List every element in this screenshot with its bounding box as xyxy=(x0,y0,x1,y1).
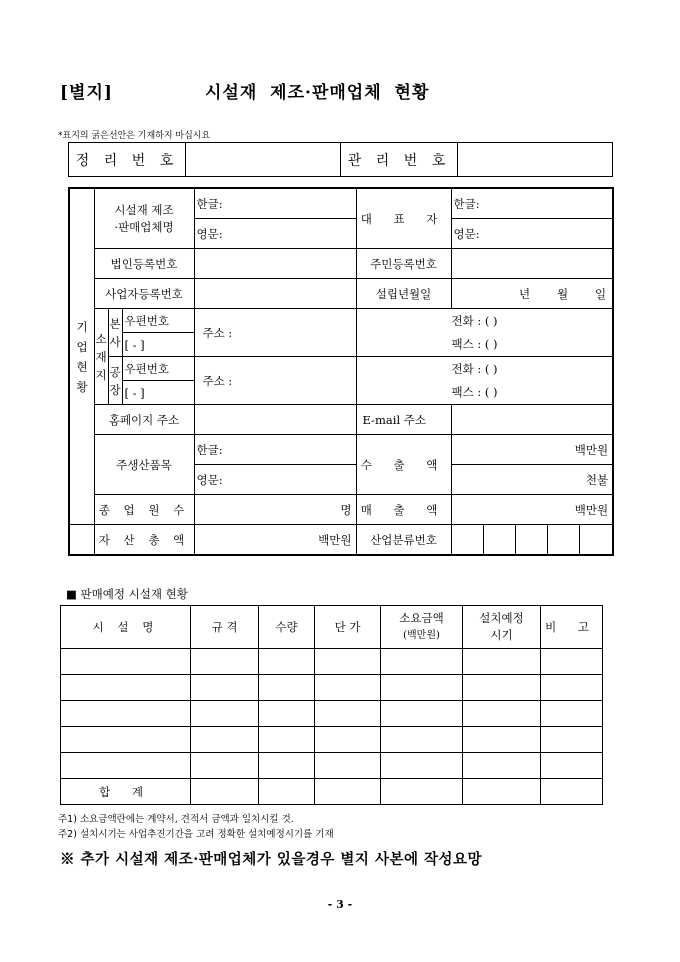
cell[interactable] xyxy=(541,701,603,727)
cell[interactable] xyxy=(381,701,463,727)
rep-english-field[interactable] xyxy=(451,219,613,249)
company-name-label-line1: 시설재 제조 xyxy=(114,202,174,217)
homepage-label: 홈페이지 주소 xyxy=(94,405,194,435)
table-row xyxy=(61,675,603,701)
cell[interactable] xyxy=(463,753,541,779)
mgmt-no-label: 관 리 번 호 xyxy=(341,143,458,177)
cell[interactable] xyxy=(315,675,381,701)
est-date-label: 설립년월일 xyxy=(356,279,451,309)
attachment-label: [별지] xyxy=(60,83,113,103)
hq-zip-label: 우편번호 xyxy=(122,309,194,333)
cell[interactable] xyxy=(315,753,381,779)
cell[interactable] xyxy=(541,727,603,753)
header-required-amount-line2: (백만원) xyxy=(403,630,440,641)
rep-label: 대 표 자 xyxy=(356,188,451,249)
products-label: 주생산품목 xyxy=(94,435,194,495)
table-row xyxy=(61,701,603,727)
assets-field[interactable]: 백만원 xyxy=(194,525,356,556)
cell[interactable] xyxy=(61,753,191,779)
cell[interactable] xyxy=(381,779,463,805)
month-label: 월 xyxy=(556,286,569,301)
table-row xyxy=(61,753,603,779)
factory-contact-cell xyxy=(356,357,613,405)
homepage-field[interactable] xyxy=(194,405,356,435)
industry-code-box-2[interactable] xyxy=(483,525,515,556)
total-label: 합 계 xyxy=(61,779,191,805)
factory-phone-field[interactable]: 전화 : ( ) xyxy=(451,362,498,376)
sales-section-title: ■ 판매예정 시설재 현황 xyxy=(66,587,188,601)
cell[interactable] xyxy=(259,649,315,675)
biz-reg-label: 사업자등록번호 xyxy=(94,279,194,309)
cell[interactable] xyxy=(191,675,259,701)
cell[interactable] xyxy=(463,649,541,675)
title-row xyxy=(60,78,580,108)
cell[interactable] xyxy=(463,779,541,805)
cell[interactable] xyxy=(541,753,603,779)
cell[interactable] xyxy=(191,649,259,675)
header-required-amount xyxy=(381,606,463,649)
header-install-period-line1: 설치예정 xyxy=(479,611,524,625)
company-side-label-text: 기업현황 xyxy=(76,319,88,394)
location-label-text: 소재지 xyxy=(95,331,107,382)
footnote-1: 주1) 소요금액란에는 계약서, 견적서 금액과 일치시킬 것. xyxy=(58,814,294,825)
hq-contact-cell xyxy=(356,309,613,357)
cell[interactable] xyxy=(259,779,315,805)
factory-fax-field[interactable]: 팩스 : ( ) xyxy=(451,385,498,399)
cell[interactable] xyxy=(61,649,191,675)
header-install-period xyxy=(463,606,541,649)
cell[interactable] xyxy=(259,701,315,727)
cell[interactable] xyxy=(315,727,381,753)
sales-field[interactable]: 백만원 xyxy=(451,495,613,525)
hq-fax-field[interactable]: 팩스 : ( ) xyxy=(451,337,498,351)
products-english-field[interactable] xyxy=(194,465,356,495)
company-side-label xyxy=(69,188,94,525)
sales-label: 매 출 액 xyxy=(356,495,451,525)
top-note: *표지의 굵은선안은 기재하지 마십시요 xyxy=(58,131,211,141)
biz-reg-field[interactable] xyxy=(194,279,356,309)
korean-label: 한글: xyxy=(196,196,223,211)
cell[interactable] xyxy=(191,701,259,727)
cell[interactable] xyxy=(541,779,603,805)
export-thousand-field[interactable]: 천불 xyxy=(451,465,613,495)
assets-label: 자 산 총 액 xyxy=(94,525,194,556)
hq-address-label: 주소 : xyxy=(202,325,233,340)
cell[interactable] xyxy=(315,649,381,675)
cell[interactable] xyxy=(191,779,259,805)
cell[interactable] xyxy=(61,727,191,753)
table-row xyxy=(61,649,603,675)
reg-no-field[interactable] xyxy=(186,143,341,177)
page-title: 시설재 제조·판매업체 현황 xyxy=(205,83,430,103)
industry-code-box-3[interactable] xyxy=(515,525,547,556)
corp-reg-label: 법인등록번호 xyxy=(94,249,194,279)
rep-korean-field[interactable] xyxy=(451,188,613,219)
cell[interactable] xyxy=(463,727,541,753)
rep-english-label: 영문: xyxy=(453,226,480,241)
location-label xyxy=(94,309,108,405)
cell[interactable] xyxy=(61,675,191,701)
header-spec: 규 격 xyxy=(191,606,259,649)
footnotes xyxy=(58,812,334,842)
company-name-label xyxy=(94,188,194,249)
industry-code-label: 산업분류번호 xyxy=(356,525,451,556)
day-label: 일 xyxy=(594,286,607,301)
factory-zip-label: 우편번호 xyxy=(122,357,194,381)
table-row xyxy=(61,727,603,753)
est-date-field[interactable] xyxy=(451,279,613,309)
year-label: 년 xyxy=(518,286,531,301)
industry-code-box-4[interactable] xyxy=(547,525,579,556)
reg-no-label: 정 리 번 호 xyxy=(69,143,186,177)
resident-reg-label: 주민등록번호 xyxy=(356,249,451,279)
cell[interactable] xyxy=(541,649,603,675)
company-name-label-line2: ·판매업체명 xyxy=(114,219,174,234)
corp-reg-field[interactable] xyxy=(194,249,356,279)
cell[interactable] xyxy=(315,779,381,805)
company-name-english-field[interactable] xyxy=(194,219,356,249)
cell[interactable] xyxy=(259,727,315,753)
cell[interactable] xyxy=(315,701,381,727)
cell[interactable] xyxy=(191,753,259,779)
hq-phone-field[interactable]: 전화 : ( ) xyxy=(451,314,498,328)
cell[interactable] xyxy=(259,753,315,779)
products-korean-label: 한글: xyxy=(196,442,223,457)
bottom-note: ※ 추가 시설재 제조·판매업체가 있을경우 별지 사본에 작성요망 xyxy=(60,851,483,868)
company-name-korean-field[interactable] xyxy=(194,188,356,219)
resident-reg-field[interactable] xyxy=(451,249,613,279)
header-unit-price: 단 가 xyxy=(315,606,381,649)
rep-korean-label: 한글: xyxy=(453,196,480,211)
products-english-label: 영문: xyxy=(196,472,223,487)
cell[interactable] xyxy=(61,701,191,727)
industry-code-box-5[interactable] xyxy=(579,525,613,556)
employees-label: 종 업 원 수 xyxy=(94,495,194,525)
hq-label-text: 본사 xyxy=(109,316,121,349)
side-spacer xyxy=(69,525,94,556)
industry-code-box-1[interactable] xyxy=(451,525,483,556)
cell[interactable] xyxy=(259,675,315,701)
factory-address-label: 주소 : xyxy=(202,373,233,388)
export-label: 수 출 액 xyxy=(356,435,451,495)
header-quantity: 수량 xyxy=(259,606,315,649)
factory-label-text: 공장 xyxy=(109,364,121,397)
products-korean-field[interactable] xyxy=(194,435,356,465)
mgmt-no-field[interactable] xyxy=(458,143,613,177)
cell[interactable] xyxy=(541,675,603,701)
total-row xyxy=(61,779,603,805)
cell[interactable] xyxy=(381,649,463,675)
header-install-period-line2: 시기 xyxy=(490,628,513,642)
hq-label xyxy=(108,309,122,357)
cell[interactable] xyxy=(463,701,541,727)
header-remarks: 비 고 xyxy=(541,606,603,649)
english-label: 영문: xyxy=(196,226,223,241)
hq-address-field[interactable] xyxy=(194,309,356,357)
cell[interactable] xyxy=(381,753,463,779)
cell[interactable] xyxy=(463,675,541,701)
cell[interactable] xyxy=(191,727,259,753)
cell[interactable] xyxy=(381,675,463,701)
sales-items-table xyxy=(60,605,603,805)
id-number-table xyxy=(68,142,613,177)
factory-label xyxy=(108,357,122,405)
header-required-amount-line1: 소요금액 xyxy=(399,611,444,625)
email-label: E-mail 주소 xyxy=(356,405,451,435)
header-facility-name: 시 설 명 xyxy=(61,606,191,649)
employees-field[interactable]: 명 xyxy=(194,495,356,525)
cell[interactable] xyxy=(381,727,463,753)
export-million-field[interactable]: 백만원 xyxy=(451,435,613,465)
company-status-table xyxy=(68,187,614,556)
hq-zip-field[interactable]: [ - ] xyxy=(122,333,194,357)
footnote-2: 주2) 설치시기는 사업추진기간을 고려 정확한 설치예정시기를 기재 xyxy=(58,829,334,840)
email-field[interactable] xyxy=(451,405,613,435)
page-number: - 3 - xyxy=(327,898,353,911)
factory-address-field[interactable] xyxy=(194,357,356,405)
factory-zip-field[interactable]: [ - ] xyxy=(122,381,194,405)
